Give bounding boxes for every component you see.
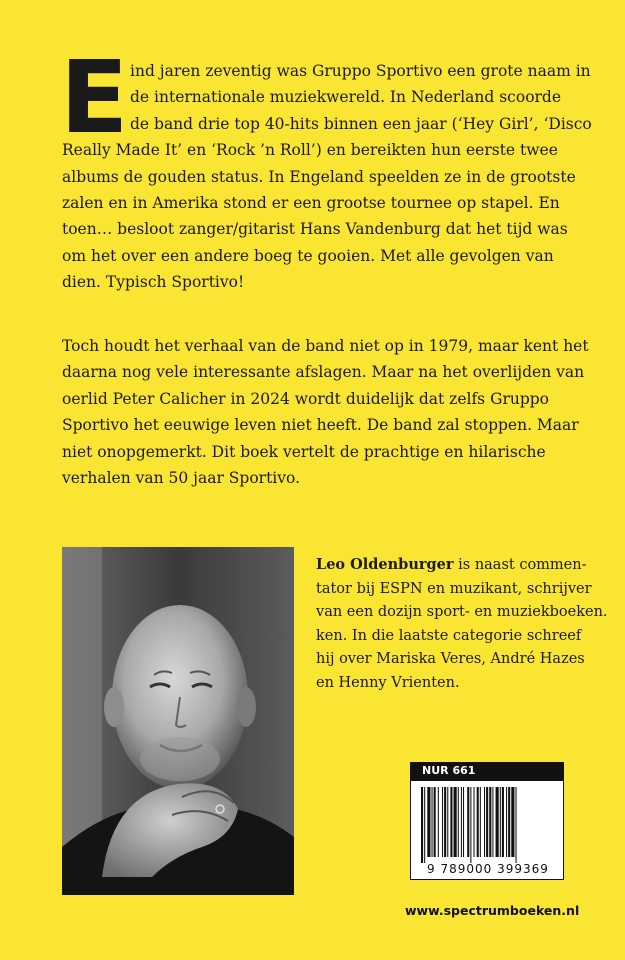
barcode-bar xyxy=(421,787,423,863)
barcode-bar xyxy=(486,787,488,857)
author-bio xyxy=(316,553,608,695)
text-line: Really Made It’ en ‘Rock ’n Roll’) en bereikten hun eerste twee xyxy=(62,141,558,160)
barcode-bar xyxy=(474,787,475,857)
text-line: de band drie top 40-hits binnen een jaar (‘Hey Girl’, ‘Disco xyxy=(130,114,592,133)
text-line: oerlid Peter Calicher in 2024 wordt duidelijk dat zelfs Gruppo xyxy=(62,389,550,408)
barcode-bar xyxy=(463,787,464,857)
text-line: verhalen van 50 jaar Sportivo. xyxy=(62,469,300,488)
isbn-number: 9 789000 399369 xyxy=(427,862,549,876)
bio-line: hij over Mariska Veres, André Hazes xyxy=(316,651,585,667)
barcode-bar xyxy=(454,787,457,857)
author-photo xyxy=(62,547,294,895)
publisher-website: www.spectrumboeken.nl xyxy=(405,903,580,918)
text-line: Toch houdt het verhaal van de band niet op in 1979, maar kent het xyxy=(62,337,589,355)
barcode-bar xyxy=(458,787,459,857)
text-line: ind jaren zeventig was Gruppo Sportivo een grote naam in xyxy=(130,62,591,80)
barcode-bar xyxy=(442,787,443,857)
author-name: Leo Oldenburger xyxy=(316,556,454,573)
nur-label: NUR 661 xyxy=(410,762,564,780)
barcode-bar xyxy=(424,787,425,863)
barcode-bar xyxy=(427,787,430,857)
text-line: Sportivo het eeuwige leven niet heeft. De band zal stoppen. Maar xyxy=(62,416,579,435)
barcode-bar xyxy=(492,787,493,857)
barcode-bar xyxy=(480,787,481,857)
text-line: om het over een andere boeg te gooien. Met alle gevolgen van xyxy=(62,246,554,265)
barcode-bar xyxy=(496,787,499,857)
barcode-bar xyxy=(502,787,504,857)
barcode-bar xyxy=(484,787,485,857)
intro-paragraph xyxy=(62,58,592,296)
barcode-bar xyxy=(516,787,517,863)
barcode-bar xyxy=(489,787,491,857)
barcode-bar xyxy=(511,787,514,857)
author-portrait-illustration xyxy=(62,547,294,895)
barcode-bar xyxy=(508,787,510,857)
barcode-bar xyxy=(447,787,448,857)
second-paragraph xyxy=(62,333,589,491)
barcode-bar xyxy=(500,787,501,857)
barcode-bar xyxy=(470,787,471,863)
barcode-bar xyxy=(506,787,507,857)
barcode-bar xyxy=(450,787,452,857)
text-line: zalen en in Amerika stond er een grootse tournee op stapel. En xyxy=(62,194,560,213)
text-line: niet onopgemerkt. Dit boek vertelt de prachtige en hilarische xyxy=(62,442,546,461)
bio-line: van een dozijn sport- en muziekboeken. xyxy=(316,604,608,620)
text-line: toen… besloot zanger/gitarist Hans Vandenburg dat het tijd was xyxy=(62,220,568,239)
bio-line: ken. In die laatste categorie schreef xyxy=(316,627,582,644)
barcode-bar xyxy=(438,787,439,857)
bio-line: en Henny Vrienten. xyxy=(316,674,460,691)
text-line: de internationale muziekwereld. In Nederland scoorde xyxy=(130,88,562,107)
bio-line: tator bij ESPN en muzikant, schrijver xyxy=(316,580,592,597)
barcode-bar xyxy=(432,787,433,857)
barcode-bar xyxy=(467,787,469,857)
bio-first-line-rest: is naast commen- xyxy=(453,557,587,573)
text-line: daarna nog vele interessante afslagen. Maar na het overlijden van xyxy=(62,363,585,382)
barcode-bar xyxy=(461,787,462,857)
barcode-bar xyxy=(477,787,479,857)
barcode-bar xyxy=(434,787,436,857)
isbn-barcode xyxy=(410,780,564,880)
barcode-bar xyxy=(444,787,446,857)
svg-text:E: E xyxy=(60,39,129,156)
bio-line xyxy=(316,553,587,578)
text-line: albums de gouden status. In Engeland speelden ze in de grootste xyxy=(62,167,576,186)
text-line: dien. Typisch Sportivo! xyxy=(62,273,245,292)
